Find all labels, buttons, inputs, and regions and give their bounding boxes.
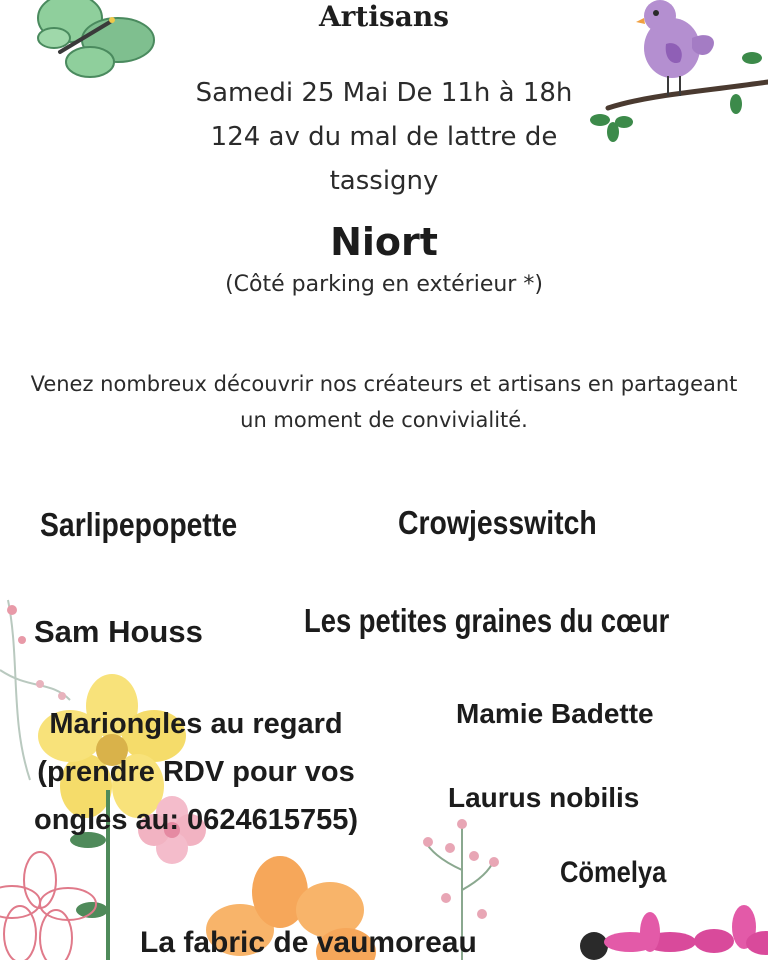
event-title: Artisans: [318, 0, 450, 33]
event-date-time: Samedi 25 Mai De 11h à 18h: [195, 78, 573, 108]
event-address-line2: tassigny: [329, 166, 439, 196]
invitation-text: Venez nombreux découvrir nos créateurs et artisans en partageant un moment de convivialité.: [30, 372, 738, 432]
exhibitor-laurus-nobilis: Laurus nobilis: [448, 782, 640, 813]
event-address-line1: 124 av du mal de lattre de: [210, 122, 558, 152]
exhibitor-comelya: Cömelya: [560, 856, 667, 889]
exhibitor-mamie-badette: Mamie Badette: [456, 698, 654, 729]
exhibitor-mariongles: Mariongles au regard (prendre RDV pour vos ongles au: 0624615755): [33, 708, 358, 836]
exhibitor-fabric-vaumoreau: La fabric de vaumoreau: [140, 926, 477, 959]
exhibitor-sam-houss: Sam Houss: [34, 614, 203, 649]
exhibitor-crowjesswitch: Crowjesswitch: [398, 504, 597, 541]
exhibitor-sarlipepopette: Sarlipepopette: [40, 506, 238, 543]
event-location-note: (Côté parking en extérieur *): [225, 272, 543, 297]
event-city: Niort: [330, 220, 438, 264]
exhibitor-petites-graines: Les petites graines du cœur: [304, 602, 670, 639]
